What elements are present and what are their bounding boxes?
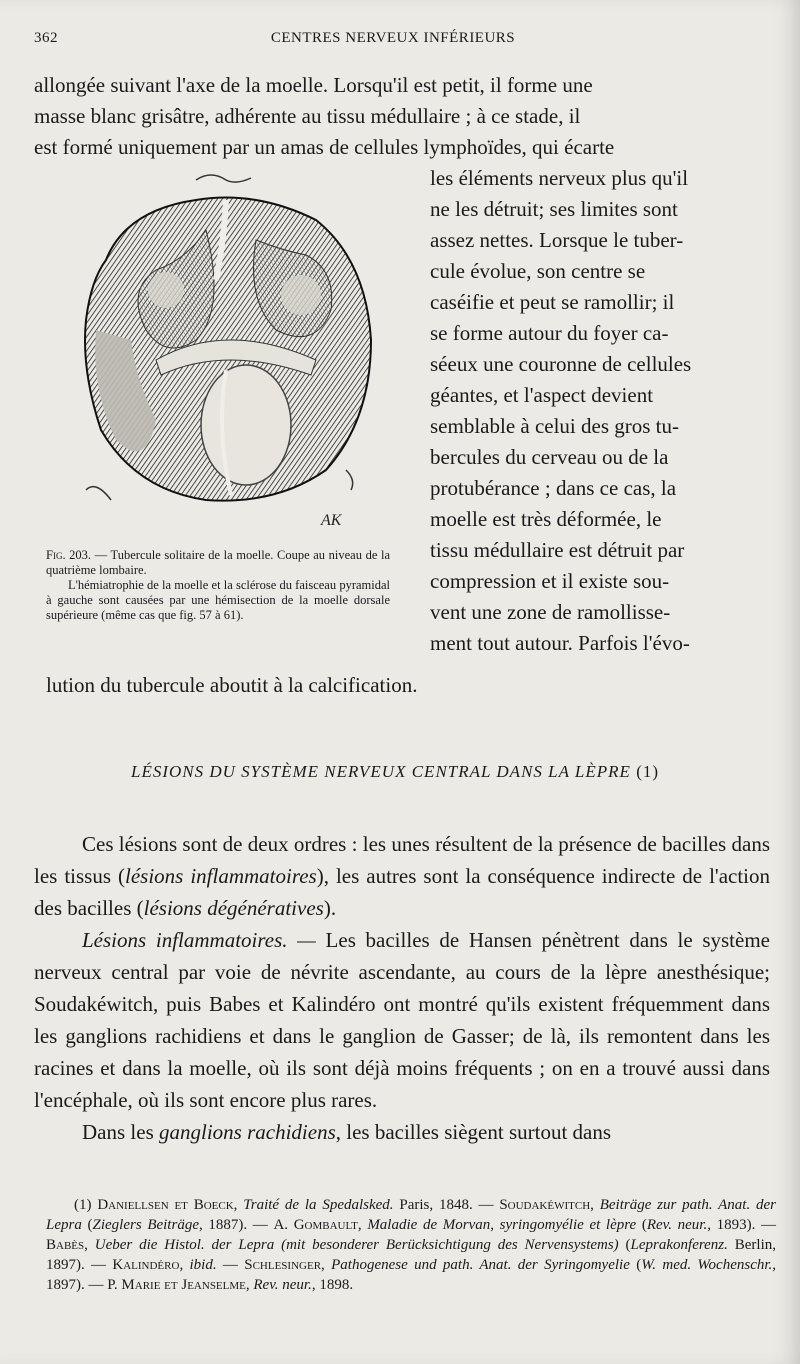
figure-caption bbox=[46, 548, 390, 623]
text-line: ment tout autour. Parfois l'évo- bbox=[430, 631, 690, 655]
text-line: allongée suivant l'axe de la moelle. Lorsqu'il est petit, il forme une bbox=[34, 73, 593, 97]
page-number: 362 bbox=[34, 30, 58, 46]
text-line: cule évolue, son centre se bbox=[430, 259, 646, 283]
text-run: Rev. neur. bbox=[646, 1217, 708, 1233]
text-run: Babès bbox=[46, 1237, 85, 1253]
text-run: , 1893). — bbox=[707, 1217, 777, 1233]
text-run: lésions inflammatoires bbox=[125, 864, 317, 888]
paragraph bbox=[34, 924, 770, 1116]
text-run: , bbox=[233, 1197, 244, 1213]
artist-initials: AK bbox=[321, 512, 342, 529]
text-line: caséifie et peut se ramollir; il bbox=[430, 290, 675, 314]
text-run: A. Gombault bbox=[273, 1217, 358, 1233]
text-run: Beiträge zur path. Anat. der Lepra bbox=[46, 1197, 776, 1233]
text-run: Traité de la Spedalsked. bbox=[243, 1197, 394, 1213]
text-line: se forme autour du foyer ca- bbox=[430, 321, 669, 345]
text-run: Ces lésions sont de deux ordres : les unes résultent de la présence de bacilles dans les tissus ( bbox=[34, 832, 770, 888]
text-line: lution du tubercule aboutit à la calcification. bbox=[46, 673, 418, 697]
text-run: , bbox=[245, 1277, 254, 1293]
spinal-cord-section-figure bbox=[76, 170, 376, 530]
text-run: Soudakéwitch bbox=[499, 1197, 591, 1213]
text-run: , bbox=[590, 1197, 600, 1213]
text-run: — bbox=[216, 1257, 245, 1273]
footnote-ref: (1) bbox=[630, 762, 660, 781]
section-heading-text: LÉSIONS DU SYSTÈME NERVEUX CENTRAL DANS LA LÈPRE bbox=[130, 762, 631, 781]
text-run: Dans les bbox=[82, 1120, 159, 1144]
text-run: Leprakonferenz. bbox=[630, 1237, 728, 1253]
section-heading bbox=[34, 762, 756, 782]
text-line: compression et il existe sou- bbox=[430, 569, 670, 593]
text-run: , 1898. bbox=[311, 1277, 354, 1293]
text-run: , 1897). — bbox=[46, 1257, 777, 1293]
footnote bbox=[46, 1195, 776, 1295]
text-run: ). bbox=[323, 896, 337, 920]
text-run: Ueber die Histol. der Lepra (mit besonderer Berücksichtigung des Nervensystems) bbox=[94, 1237, 619, 1253]
text-run: (1) bbox=[74, 1197, 98, 1213]
text-run: lésions dégénératives bbox=[143, 896, 324, 920]
text-line: protubérance ; dans ce cas, la bbox=[430, 476, 677, 500]
text-line: masse blanc grisâtre, adhérente au tissu médullaire ; à ce stade, il bbox=[34, 104, 581, 128]
figure-label: Fig. 203. bbox=[46, 548, 92, 562]
text-line: semblable à celui des gros tu- bbox=[430, 414, 680, 438]
text-run: Rev. neur. bbox=[253, 1277, 312, 1293]
text-line: séeux une couronne de cellules bbox=[430, 352, 692, 376]
text-run: W. med. Wochenschr. bbox=[641, 1257, 773, 1273]
text-run: ibid. bbox=[189, 1257, 217, 1273]
text-run: ( bbox=[618, 1237, 631, 1253]
text-run: Lésions inflammatoires. — bbox=[82, 928, 316, 952]
text-run: Paris, 1848. — bbox=[393, 1197, 500, 1213]
text-run: , bbox=[84, 1237, 95, 1253]
text-line: géantes, et l'aspect devient bbox=[430, 383, 654, 407]
text-line: vent une zone de ramollisse- bbox=[430, 600, 671, 624]
paragraph bbox=[34, 1116, 770, 1148]
caption-text: L'hémiatrophie de la moelle et la sclérose du faisceau pyramidal à gauche sont causées par une hémisection de la moelle dorsale supérieure (même cas que fig. 57 à 61). bbox=[46, 578, 390, 622]
paragraph bbox=[34, 828, 770, 924]
text-line: bercules du cerveau ou de la bbox=[430, 445, 669, 469]
text-run: , bbox=[179, 1257, 190, 1273]
text-run: Maladie de Morvan, syringomyélie et lèpre bbox=[367, 1217, 637, 1233]
text-run: , les bacilles siègent surtout dans bbox=[335, 1120, 612, 1144]
text-line: les éléments nerveux plus qu'il bbox=[430, 166, 689, 190]
running-title: CENTRES NERVEUX INFÉRIEURS bbox=[270, 30, 516, 46]
text-run: Pathogenese und path. Anat. der Syringomyelie bbox=[331, 1257, 630, 1273]
text-run: ganglions rachidiens bbox=[159, 1120, 336, 1144]
text-run: ( bbox=[629, 1257, 642, 1273]
text-run: ), les autres sont la conséquence indirecte de l'action des bacilles ( bbox=[34, 864, 770, 920]
body-paragraphs bbox=[34, 828, 770, 1148]
text-run: , 1887). — bbox=[198, 1217, 274, 1233]
text-run: Schlesinger bbox=[244, 1257, 322, 1273]
text-run: Les bacilles de Hansen pénètrent dans le système nerveux central par voie de névrite ascendante, au cours de la lèpre anesthésique; Soudakéwitch, puis Babes et Kalindéro ont montré qu'ils existent fréquemment dans les ganglions rachidiens et dans le ganglion de Gasser; de là, ils remontent dans les racines et dans la moelle, où ils sont déjà moins fréquents ; on en a trouvé aussi dans l'encéphale, où ils sont encore plus rares. bbox=[34, 928, 770, 1112]
footnote-text bbox=[46, 1195, 776, 1295]
text-line: assez nettes. Lorsque le tuber- bbox=[430, 228, 684, 252]
text-line: est formé uniquement par un amas de cellules lymphoïdes, qui écarte bbox=[34, 135, 615, 159]
spinal-cord-illustration bbox=[76, 170, 376, 530]
text-run: , bbox=[357, 1217, 368, 1233]
text-run: ( bbox=[81, 1217, 93, 1233]
text-run: Zieglers Beiträge bbox=[92, 1217, 199, 1233]
text-run: Daniellsen et Boeck bbox=[97, 1197, 234, 1213]
text-line: tissu médullaire est détruit par bbox=[430, 538, 685, 562]
text-line: ne les détruit; ses limites sont bbox=[430, 197, 678, 221]
text-line: moelle est très déformée, le bbox=[430, 507, 662, 531]
text-run: Berlin, 1897). — bbox=[46, 1237, 777, 1273]
text-run: ( bbox=[636, 1217, 647, 1233]
text-run: , bbox=[321, 1257, 332, 1273]
caption-text: — Tubercule solitaire de la moelle. Coupe au niveau de la quatrième lombaire. bbox=[46, 548, 391, 577]
text-run: P. Marie et Jeanselme bbox=[107, 1277, 246, 1293]
text-run: Kalindéro bbox=[112, 1257, 180, 1273]
